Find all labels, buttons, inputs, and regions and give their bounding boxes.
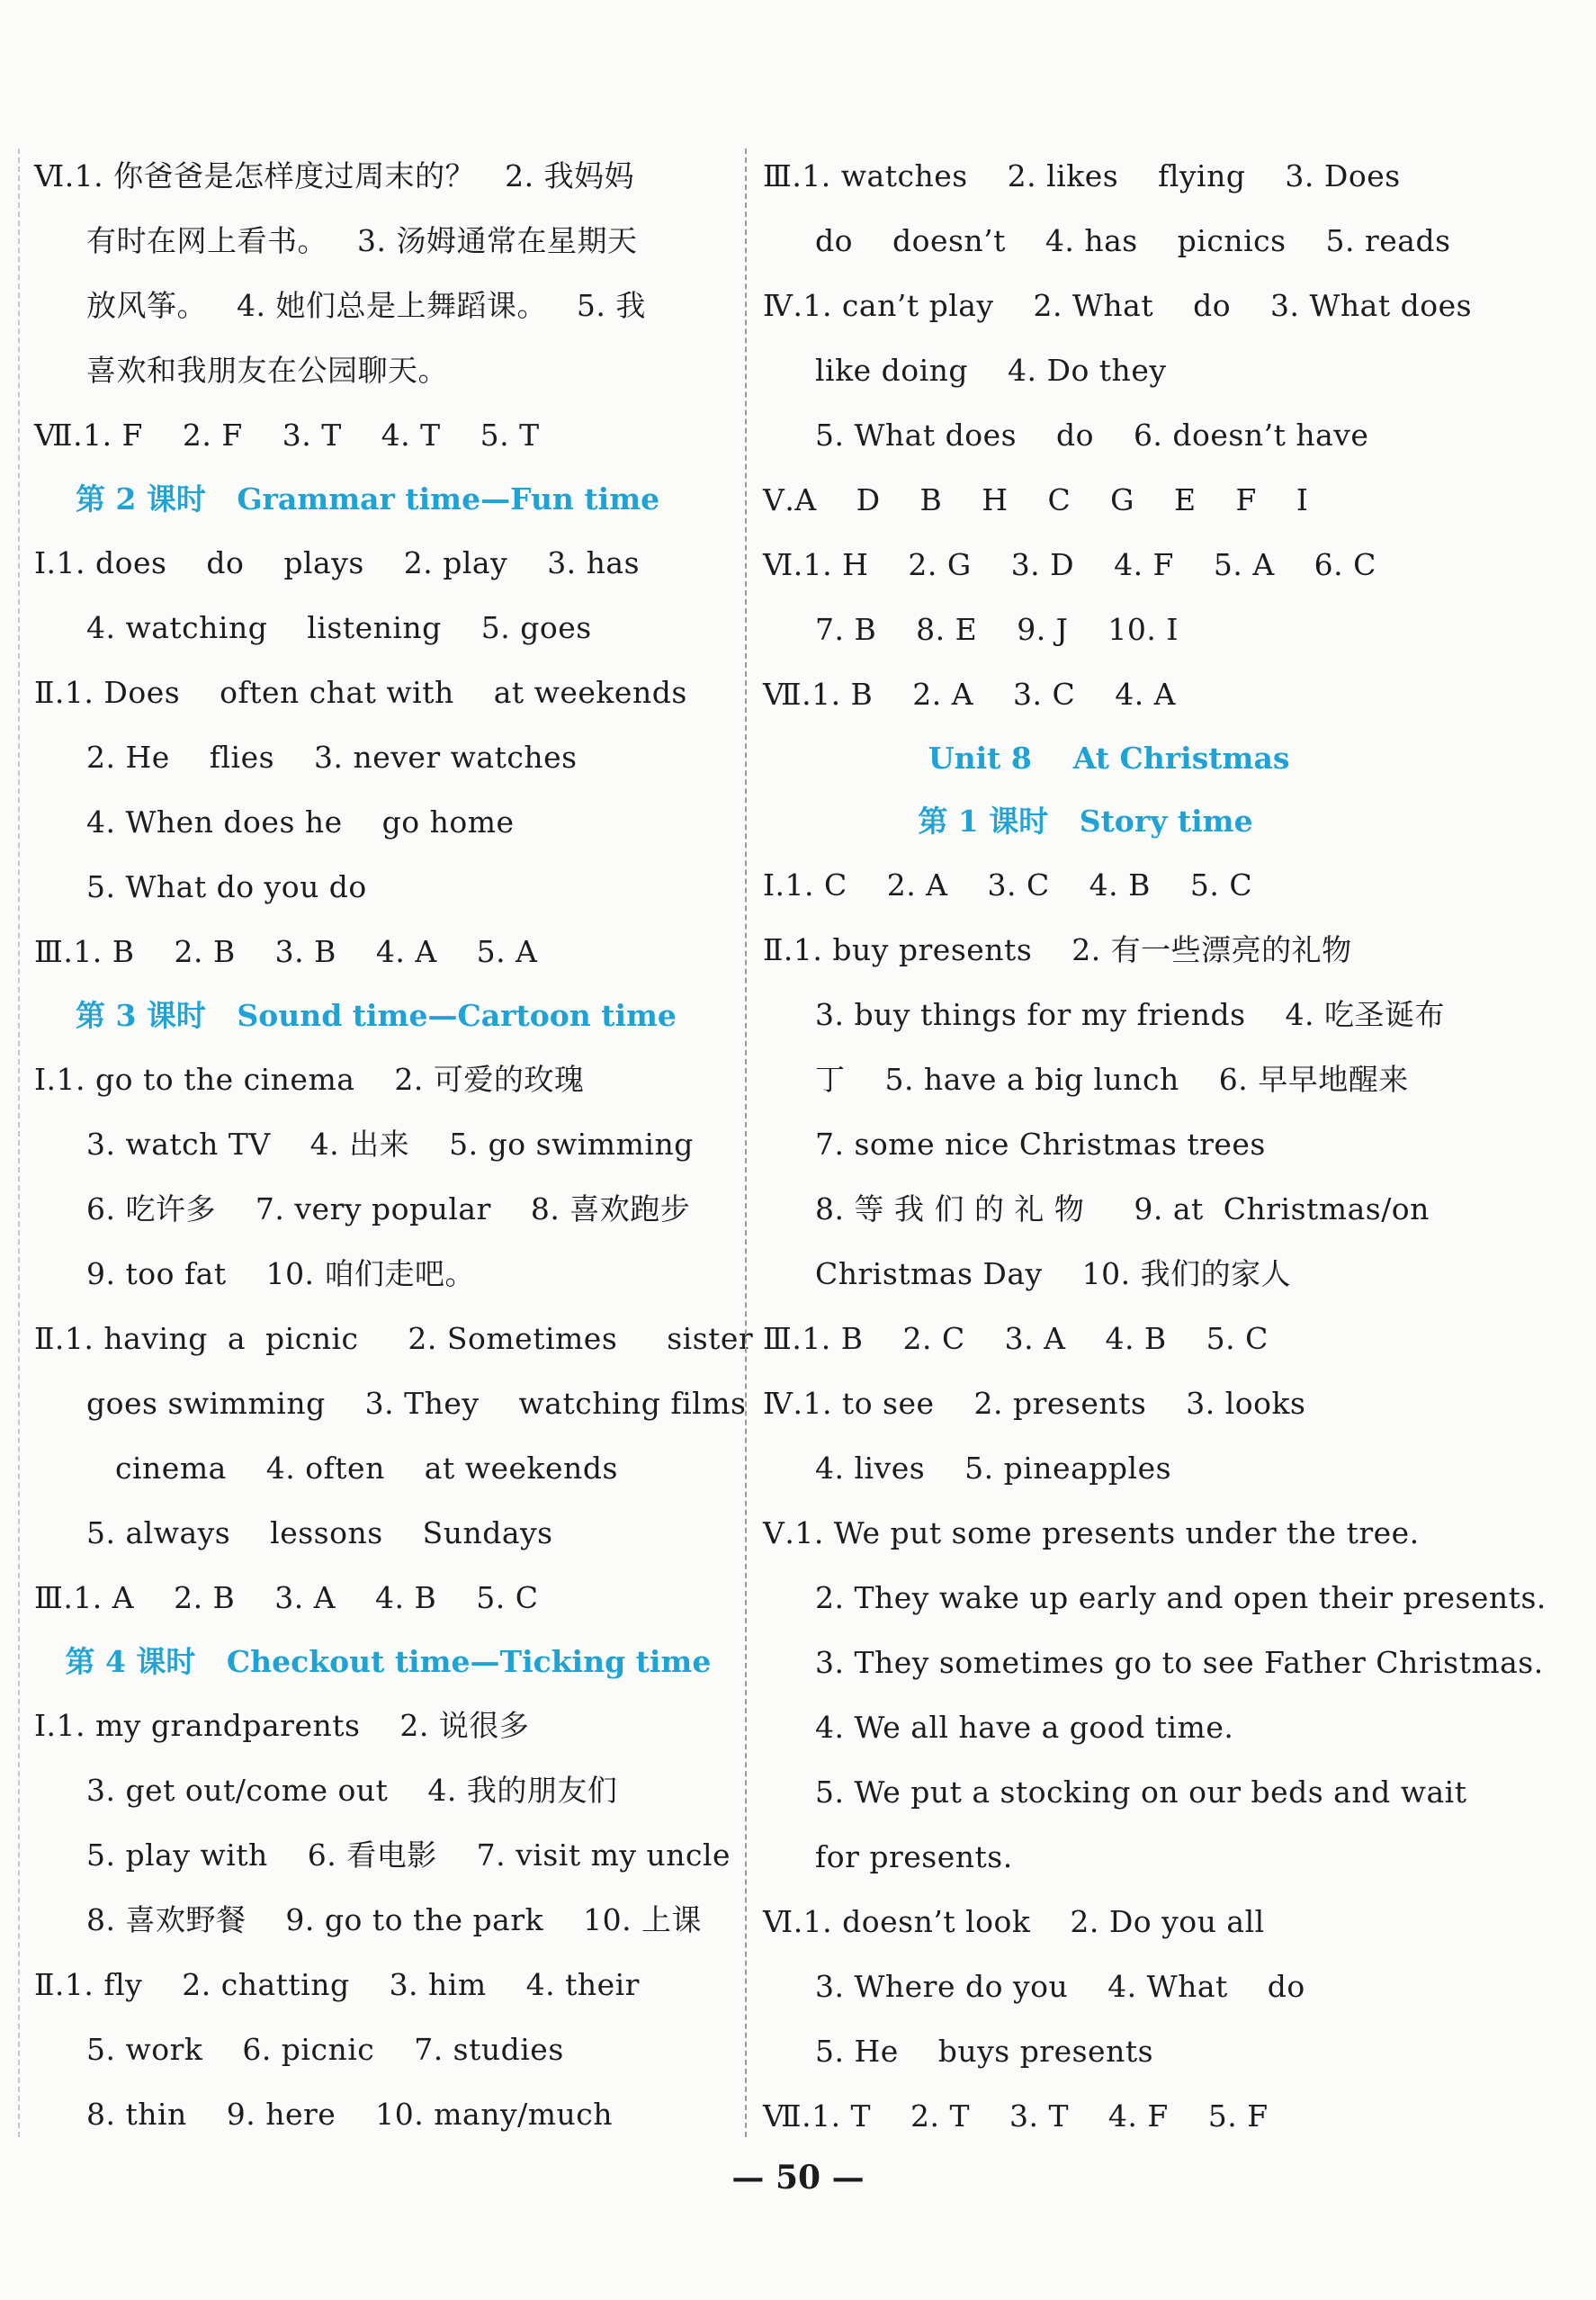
answer-line: Ⅰ.1. does do plays 2. play 3. has — [34, 545, 641, 580]
answer-line: Ⅳ.1. can’t play 2. What do 3. What does — [763, 288, 1473, 323]
answer-line: Ⅵ.1. doesn’t look 2. Do you all — [763, 1904, 1265, 1939]
answer-line: cinema 4. often at weekends — [115, 1451, 618, 1486]
answer-line: for presents. — [815, 1839, 1013, 1874]
left-column — [34, 144, 754, 2147]
answer-line: Ⅱ.1. Does often chat with at weekends — [34, 675, 687, 710]
answer-line: Ⅰ.1. C 2. A 3. C 4. B 5. C — [763, 867, 1253, 903]
answer-line: 喜欢和我朋友在公园聊天。 — [86, 353, 448, 388]
answer-line: 3. watch TV 4. 出来 5. go swimming — [86, 1127, 694, 1162]
answer-line: Ⅲ.1. B 2. B 3. B 4. A 5. A — [34, 934, 538, 969]
answer-line: 放风筝。 4. 她们总是上舞蹈课。 5. 我 — [86, 288, 646, 323]
answer-line: Ⅵ.1. 你爸爸是怎样度过周末的？ 2. 我妈妈 — [34, 158, 635, 193]
answer-line: 5. work 6. picnic 7. studies — [86, 2032, 564, 2067]
answer-line: 2. He flies 3. never watches — [86, 740, 578, 775]
answer-line: Christmas Day 10. 我们的家人 — [815, 1256, 1292, 1291]
answer-line: Ⅱ.1. having a picnic 2. Sometimes sister — [34, 1321, 754, 1356]
answer-line: 9. too fat 10. 咱们走吧。 — [86, 1256, 476, 1291]
answer-line: 5. always lessons Sundays — [86, 1515, 553, 1550]
answer-line: Ⅳ.1. to see 2. presents 3. looks — [763, 1386, 1306, 1421]
answer-line: 8. thin 9. here 10. many/much — [86, 2097, 614, 2132]
answer-line: do doesn’t 4. has picnics 5. reads — [815, 223, 1451, 258]
answer-line: 6. 吃许多 7. very popular 8. 喜欢跑步 — [86, 1191, 691, 1226]
answer-line: like doing 4. Do they — [815, 353, 1167, 388]
section-heading: 第 4 课时 Checkout time—Ticking time — [34, 1644, 712, 1679]
answer-line: 3. buy things for my friends 4. 吃圣诞布 — [815, 997, 1445, 1032]
answer-line: Ⅰ.1. my grandparents 2. 说很多 — [34, 1708, 530, 1743]
section-heading: Unit 8 At Christmas — [763, 741, 1290, 776]
answer-line: Ⅱ.1. buy presents 2. 有一些漂亮的礼物 — [763, 932, 1352, 967]
answer-line: Ⅰ.1. go to the cinema 2. 可爱的玫瑰 — [34, 1062, 585, 1097]
answer-line: Ⅴ.A D B H C G E F I — [763, 482, 1309, 517]
answer-line: 5. What does do 6. doesn’t have — [815, 418, 1369, 453]
answer-line: Ⅲ.1. B 2. C 3. A 4. B 5. C — [763, 1321, 1269, 1356]
answer-line: Ⅶ.1. B 2. A 3. C 4. A — [763, 677, 1177, 712]
answer-line: 5. play with 6. 看电影 7. visit my uncle — [86, 1837, 731, 1873]
answer-line: 3. Where do you 4. What do — [815, 1969, 1305, 2004]
answer-line: 7. B 8. E 9. J 10. I — [815, 612, 1179, 647]
answer-line: Ⅶ.1. T 2. T 3. T 4. F 5. F — [763, 2098, 1269, 2134]
answer-line: 4. When does he go home — [86, 804, 515, 840]
left-edge-rule — [18, 148, 20, 2137]
section-heading: 第 2 课时 Grammar time—Fun time — [34, 481, 660, 517]
answer-line: 3. get out/come out 4. 我的朋友们 — [86, 1773, 618, 1808]
answer-line: 4. watching listening 5. goes — [86, 610, 592, 645]
answer-line: 丁 5. have a big lunch 6. 早早地醒来 — [815, 1062, 1409, 1097]
answer-line: 4. lives 5. pineapples — [815, 1451, 1172, 1486]
answer-line: Ⅱ.1. fly 2. chatting 3. him 4. their — [34, 1967, 640, 2002]
answer-line: 5. He buys presents — [815, 2034, 1154, 2069]
answer-line: 3. They sometimes go to see Father Christmas. — [815, 1645, 1544, 1680]
column-divider — [745, 148, 747, 2137]
answer-line: Ⅴ.1. We put some presents under the tree. — [763, 1515, 1420, 1550]
answer-line: 8. 喜欢野餐 9. go to the park 10. 上课 — [86, 1902, 703, 1937]
answer-line: 5. We put a stocking on our beds and wait — [815, 1774, 1467, 1810]
answer-line: goes swimming 3. They watching films — [86, 1386, 747, 1421]
answer-line: 有时在网上看书。 3. 汤姆通常在星期天 — [86, 223, 638, 258]
section-heading: 第 3 课时 Sound time—Cartoon time — [34, 998, 677, 1033]
answer-line: Ⅲ.1. watches 2. likes flying 3. Does — [763, 158, 1401, 193]
answer-line: 7. some nice Christmas trees — [815, 1127, 1266, 1162]
answer-line: Ⅲ.1. A 2. B 3. A 4. B 5. C — [34, 1580, 539, 1615]
right-column — [763, 144, 1547, 2149]
answer-line: 8. 等 我 们 的 礼 物 9. at Christmas/on — [815, 1191, 1430, 1226]
answer-line: Ⅵ.1. H 2. G 3. D 4. F 5. A 6. C — [763, 547, 1376, 582]
answer-line: Ⅶ.1. F 2. F 3. T 4. T 5. T — [34, 418, 540, 453]
answer-line: 2. They wake up early and open their presents. — [815, 1580, 1547, 1615]
answer-line: 5. What do you do — [86, 869, 367, 904]
section-heading: 第 1 课时 Story time — [763, 804, 1253, 839]
answer-line: 4. We all have a good time. — [815, 1710, 1234, 1745]
page-number: — 50 — — [731, 2159, 865, 2197]
